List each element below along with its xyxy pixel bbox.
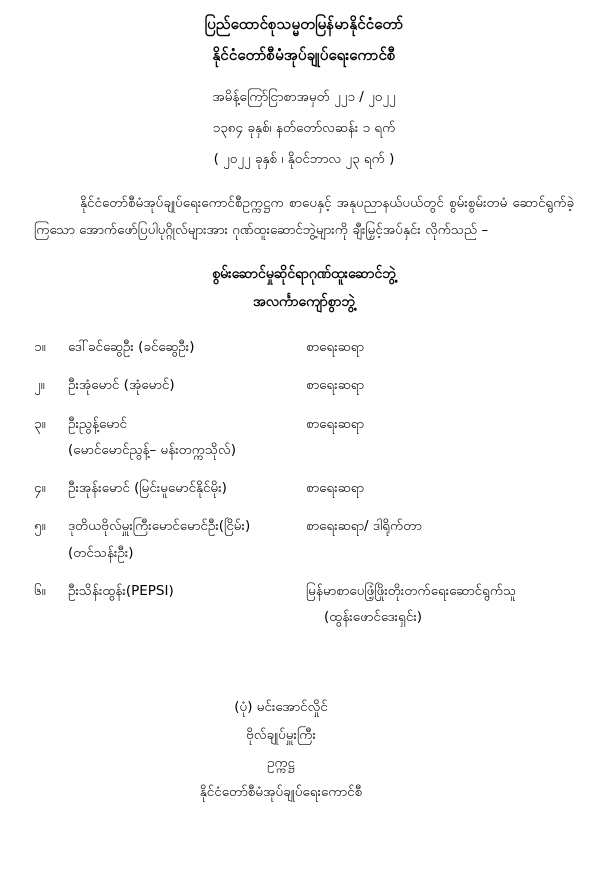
- announcement-number: အမိန့်ကြော်ငြာစာအမှတ် ၂၂၁ / ၂၀၂၂: [212, 89, 396, 105]
- entry-name-main: ဦးညွန့်မောင်: [68, 415, 128, 432]
- date-line-burmese: ၁၃၈၄ ခုနှစ်၊ နတ်တော်လဆန်း ၁ ရက်: [212, 119, 396, 136]
- entry-role-sub: (ထွန်းဖောင်ဒေးရှင်း): [324, 609, 423, 626]
- entry-name-main: ဦးသိန်းထွန်း(PEPSI): [68, 583, 174, 600]
- entry-name: [68, 334, 306, 360]
- entry-name-main: ဦးအုန်းမောင် (မြင်းမူမောင်နိုင်မိုး): [68, 480, 227, 497]
- signatory-rank: ဗိုလ်ချုပ်မှူးကြီး: [246, 727, 316, 744]
- entry-role: [306, 411, 574, 437]
- entry-role-main: စာရေးဆရာ: [306, 338, 365, 355]
- entry-role-main: စာရေးဆရာ: [306, 377, 365, 394]
- signatory-position: ဥက္ကဋ္ဌ: [266, 755, 296, 772]
- entry-number: ၁။: [34, 338, 46, 355]
- signatory-name: (ပုံ) မင်းအောင်လှိုင်: [234, 698, 328, 715]
- entry-role: [306, 334, 574, 360]
- entry-name: [68, 411, 306, 464]
- entry-name-sub: (မောင်မောင်ညွန့်– မန်းတက္ကသိုလ်): [68, 441, 236, 458]
- paragraph-text: နိုင်ငံတော်စီမံအုပ်ချုပ်ရေးကောင်စီဥက္ကဋ္ဌက စာပေနှင့် အနုပညာနယ်ပယ်တွင် စွမ်းစွမ်းတမံ ဆောင်ရွက်ခဲ့ကြသော အောက်ဖော်ပြပါပုဂ္ဂိုလ်များအား ဂုဏ်ထူးဆောင်ဘွဲ့များကို ချီးမြှင့်အပ်နှင်း လိုက်သည် –: [34, 194, 574, 238]
- entry-name-main: ဒေါ်ခင်ဆွေဦး (ခင်ဆွေဦး): [68, 338, 195, 355]
- entry-role: [306, 475, 574, 501]
- entry-role: [306, 372, 574, 398]
- entry-name: [68, 513, 306, 566]
- award-heading-secondary: အလင်္ကာကျော်စွာဘွဲ့: [253, 293, 355, 310]
- entry-number: ၆။: [34, 583, 46, 600]
- entry-number: ၃။: [34, 415, 46, 432]
- list-item: [34, 334, 574, 360]
- entry-number: ၂။: [34, 377, 45, 394]
- list-item: [34, 475, 574, 501]
- entry-role-main: စာရေးဆရာ/ ဒါရိုက်တာ: [306, 518, 422, 535]
- signature-block: [34, 693, 574, 806]
- entry-role-main: မြန်မာစာပေဖြံ့ဖြိုးတိုးတက်ရေးဆောင်ရွက်သူ: [306, 583, 517, 600]
- entry-role-main: စာရေးဆရာ: [306, 415, 365, 432]
- signatory-organization: နိုင်ငံတော်စီမံအုပ်ချုပ်ရေးကောင်စီ: [199, 783, 363, 800]
- list-item: [34, 578, 574, 631]
- entry-number: ၅။: [34, 518, 46, 535]
- award-heading-primary: စွမ်းဆောင်မှုဆိုင်ရာဂုဏ်ထူးဆောင်ဘွဲ့: [212, 265, 396, 282]
- date-line-gregorian: ( ၂၀၂၂ ခုနှစ် ၊ နိုဝင်ဘာလ ၂၃ ရက် ): [213, 150, 395, 167]
- body-paragraph: [34, 190, 574, 244]
- list-item: [34, 411, 574, 464]
- entry-role-main: စာရေးဆရာ: [306, 480, 365, 497]
- entry-name-sub: (တင်သန်းဦး): [68, 544, 134, 561]
- entry-name: [68, 578, 306, 604]
- entry-number: ၄။: [34, 480, 46, 497]
- entry-name-main: ဒုတိယဗိုလ်မှူးကြီးမောင်မောင်ဦး(ငြိမ်း): [68, 518, 251, 535]
- list-item: [34, 372, 574, 398]
- entry-role: [306, 513, 574, 539]
- entry-role: [306, 578, 574, 631]
- list-item: [34, 513, 574, 566]
- entry-name: [68, 372, 306, 398]
- entry-name-main: ဦးအုံမောင် (အုံမောင်): [68, 377, 175, 394]
- page-title: ပြည်ထောင်စုသမ္မတမြန်မာနိုင်ငံတော်: [204, 15, 404, 33]
- recipient-list: [34, 334, 574, 631]
- entry-name: [68, 475, 306, 501]
- page-subtitle: နိုင်ငံတော်စီမံအုပ်ချုပ်ရေးကောင်စီ: [212, 45, 396, 64]
